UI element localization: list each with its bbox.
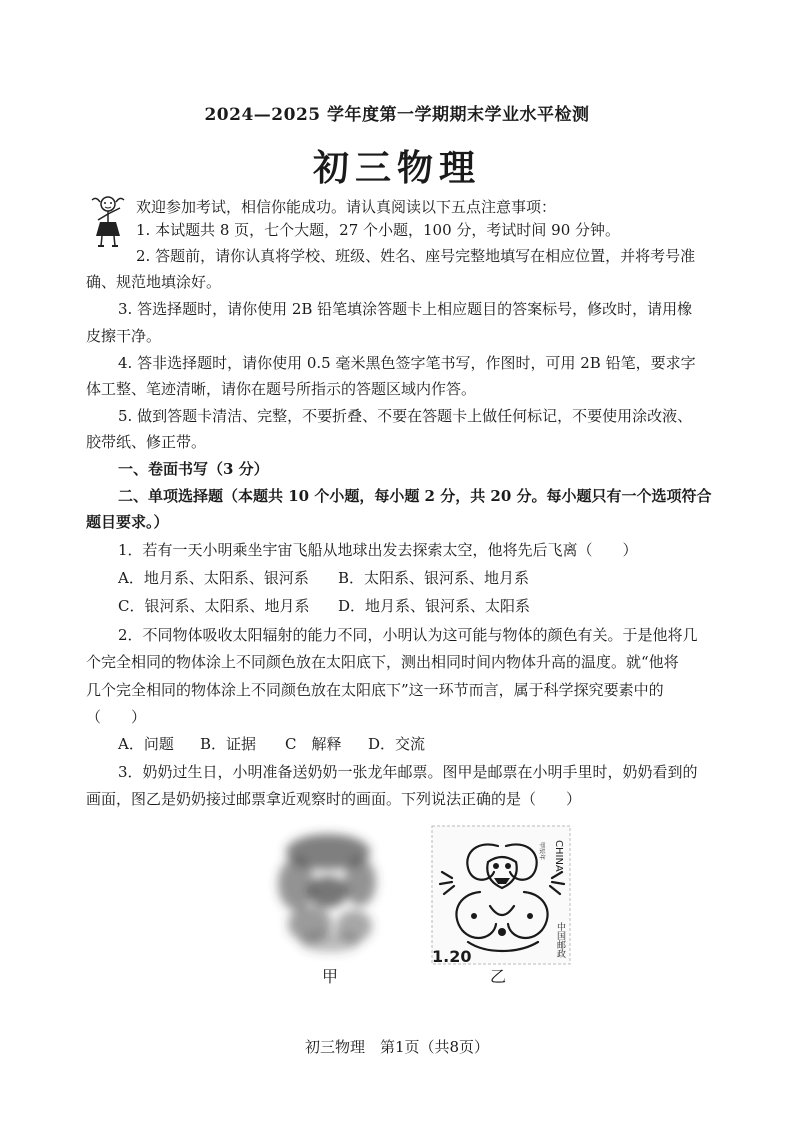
question-1-option-a: A．地月系、太阳系、银河系 <box>118 569 309 587</box>
subject-title: 初三物理 <box>312 147 481 189</box>
question-2-option-a: A．问题 <box>118 735 174 753</box>
notice-item-3-line-1: 3. 答选择题时，请你使用 2B 铅笔填涂答题卡上相应题目的答案标号，修改时，请用橡 <box>118 300 693 318</box>
question-2-option-d: D．交流 <box>368 735 426 753</box>
question-2-option-b: B．证据 <box>200 735 257 753</box>
question-1-stem: 1．若有一天小明乘坐宇宙飞船从地球出发去探索太空，他将先后飞离（ ） <box>118 541 638 559</box>
question-2-stem-line-3: 几个完全相同的物体涂上不同颜色放在太阳底下”这一环节而言，属于科学探究要素中的 <box>86 681 664 699</box>
section-1-heading: 一、卷面书写（3 分） <box>118 460 269 478</box>
notice-item-2-line-2: 确、规范地填涂好。 <box>86 273 222 291</box>
question-2-stem-line-1: 2．不同物体吸收太阳辐射的能力不同，小明认为这可能与物体的颜色有关。于是他将几 <box>118 626 698 644</box>
stamp-small-text: 甲辰年 <box>538 842 545 861</box>
stamp-value: 1.20 <box>432 947 472 966</box>
notice-item-2-line-1: 2. 答题前，请你认真将学校、班级、姓名、座号完整地填写在相应位置，并将考号准 <box>136 247 696 265</box>
question-3-stem-line-1: 3．奶奶过生日，小明准备送奶奶一张龙年邮票。图甲是邮票在小明手里时，奶奶看到的 <box>118 763 698 781</box>
page-footer: 初三物理 第1页（共8页） <box>304 1038 490 1056</box>
question-3-stem-line-2: 画面，图乙是奶奶接过邮票拿近观察时的画面。下列说法正确的是（ ） <box>86 790 582 808</box>
notice-item-3-line-2: 皮擦干净。 <box>86 327 162 345</box>
notice-intro: 欢迎参加考试，相信你能成功。请认真阅读以下五点注意事项： <box>136 198 557 216</box>
question-2-stem-line-2: 个完全相同的物体涂上不同颜色放在太阳底下，测出相同时间内物体升高的温度。就“他将 <box>86 653 679 671</box>
question-1-option-b: B．太阳系、银河系、地月系 <box>338 569 530 587</box>
blurred-dragon-stamp-image <box>258 822 398 962</box>
section-2-heading-line-1: 二、单项选择题（本题共 10 个小题，每小题 2 分，共 20 分。每小题只有一个选项符合 <box>118 487 712 505</box>
notice-item-5-line-1: 5. 做到答题卡清洁、完整，不要折叠、不要在答题卡上做任何标记，不要使用涂改液、 <box>118 407 693 425</box>
section-2-heading-line-2: 题目要求。） <box>86 513 169 531</box>
cartoon-girl-icon <box>86 192 136 250</box>
figure-caption-a: 甲 <box>322 967 339 986</box>
stamp-post: 中国邮政 <box>555 922 565 958</box>
exam-title: 2024—2025 学年度第一学期期末学业水平检测 <box>204 105 590 125</box>
notice-item-5-line-2: 胶带纸、修正带。 <box>86 433 207 451</box>
notice-item-4-line-2: 体工整、笔迹清晰，请你在题号所指示的答题区域内作答。 <box>86 380 477 398</box>
question-1-option-d: D．地月系、银河系、太阳系 <box>338 597 531 615</box>
question-2-stem-line-4: （ ） <box>86 708 147 726</box>
question-2-option-c: C 解释 <box>285 735 342 753</box>
figure-caption-b: 乙 <box>490 967 507 986</box>
question-1-option-c: C．银河系、太阳系、地月系 <box>118 597 310 615</box>
dragon-stamp-image <box>428 822 578 972</box>
notice-item-1: 1. 本试题共 8 页，七个大题，27 个小题，100 分，考试时间 90 分钟。 <box>136 221 621 239</box>
stamp-country: CHINA <box>553 840 564 872</box>
notice-item-4-line-1: 4. 答非选择题时，请你使用 0.5 毫米黑色签字笔书写，作图时，可用 2B 铅笔，要求字 <box>118 354 696 372</box>
